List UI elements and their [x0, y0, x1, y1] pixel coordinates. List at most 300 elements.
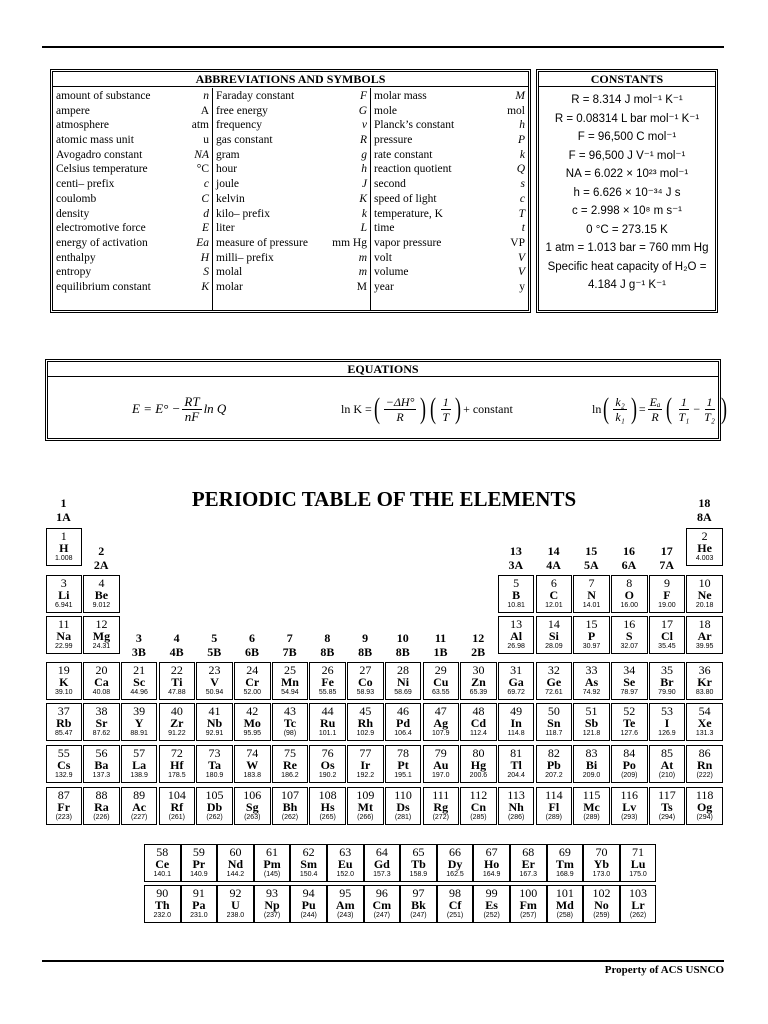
element-symbol: Rg: [433, 800, 449, 814]
element-symbol: At: [660, 758, 674, 772]
element-cell: [573, 662, 610, 700]
eq3-fraction-1: [613, 395, 627, 424]
atomic-mass: 10.81: [507, 602, 525, 609]
abbreviation-symbol: VP: [510, 236, 525, 249]
atomic-number: 116: [620, 788, 639, 802]
element-cell: [364, 885, 401, 923]
abbreviations-title: ABBREVIATIONS AND SYMBOLS: [53, 72, 528, 87]
element-cell: [309, 703, 346, 741]
atomic-mass: (294): [696, 814, 713, 821]
abbreviation-label: joule: [216, 178, 239, 191]
atomic-mass: 92.91: [205, 730, 224, 737]
abbreviation-symbol: NA: [194, 148, 209, 161]
abbreviation-row: [216, 177, 367, 192]
atomic-number: 19: [57, 663, 70, 677]
abbreviation-label: volt: [374, 251, 392, 264]
atomic-mass: 35.45: [658, 643, 676, 650]
atomic-mass: 231.0: [190, 912, 208, 919]
abbreviation-label: molar mass: [374, 90, 427, 102]
atomic-number: 6: [550, 576, 557, 590]
element-symbol: Mt: [357, 800, 373, 814]
element-cell: [460, 787, 497, 825]
element-cell: [83, 575, 120, 613]
abbreviation-symbol: V: [517, 251, 525, 264]
atomic-mass: (257): [520, 912, 537, 919]
atomic-mass: 39.10: [54, 689, 73, 696]
atomic-mass: 152.0: [336, 871, 355, 878]
atomic-number: 90: [156, 886, 169, 900]
atomic-number: 59: [192, 845, 205, 859]
abbreviation-label: amount of substance: [56, 90, 151, 102]
abbreviation-label: reaction quotient: [374, 163, 452, 176]
eq3-den1: k₁: [615, 409, 625, 424]
element-symbol: Ce: [155, 857, 170, 871]
element-symbol: Er: [521, 857, 535, 871]
element-cell: [46, 616, 83, 654]
abbreviation-symbol: c: [519, 192, 525, 205]
element-cell: [536, 703, 573, 741]
atomic-number: 106: [243, 788, 262, 802]
element-symbol: Pr: [192, 857, 206, 871]
element-cell: [620, 885, 657, 923]
element-cell: [159, 745, 196, 783]
element-symbol: Rf: [170, 800, 184, 814]
abbreviation-label: energy of activation: [56, 236, 148, 249]
abbreviation-symbol: A: [200, 104, 209, 117]
abbreviation-symbol: h: [361, 163, 367, 176]
atomic-number: 93: [266, 886, 279, 900]
atomic-mass: 83.80: [695, 689, 714, 696]
element-cell: [686, 745, 723, 783]
element-cell: [536, 616, 573, 654]
element-cell: [347, 703, 384, 741]
atomic-number: 82: [547, 746, 560, 760]
abbreviation-symbol: J: [361, 178, 367, 191]
element-cell: [196, 703, 233, 741]
abbreviation-row: [374, 221, 525, 236]
element-cell: [290, 885, 327, 923]
element-cell: [347, 662, 384, 700]
element-symbol: Ne: [697, 588, 712, 602]
abbreviation-row: [56, 265, 209, 280]
abbreviation-label: equilibrium constant: [56, 280, 151, 293]
group-number: 8: [324, 631, 331, 645]
element-symbol: Ga: [508, 675, 524, 689]
right-paren: ): [630, 392, 637, 425]
element-symbol: As: [584, 675, 599, 689]
abbreviation-symbol: F: [359, 90, 367, 102]
atomic-number: 51: [585, 704, 598, 718]
element-symbol: Ra: [94, 800, 109, 814]
atomic-number: 57: [133, 746, 146, 760]
atomic-mass: (289): [545, 814, 563, 821]
group-number: 1: [60, 496, 67, 510]
element-symbol: Mo: [243, 716, 261, 730]
atomic-mass: 112.4: [469, 730, 487, 737]
abbreviation-label: Faraday constant: [216, 90, 295, 102]
element-symbol: Md: [555, 898, 574, 912]
atomic-mass: 55.85: [318, 689, 337, 696]
atomic-mass: 209.0: [582, 772, 601, 779]
element-symbol: Ac: [132, 800, 147, 814]
abbreviation-row: [56, 192, 209, 207]
atomic-number: 80: [472, 746, 485, 760]
element-symbol: Mn: [280, 675, 299, 689]
atomic-number: 78: [397, 746, 410, 760]
group-label: [196, 631, 232, 659]
element-cell: [327, 844, 364, 882]
element-cell: [686, 662, 723, 700]
atomic-number: 75: [283, 746, 296, 760]
element-symbol: Pb: [546, 758, 561, 772]
atomic-mass: 167.3: [519, 871, 538, 878]
abbreviation-label: rate constant: [374, 148, 433, 161]
element-symbol: Lr: [631, 898, 645, 912]
left-paren: (: [373, 392, 380, 425]
atomic-mass: 192.2: [356, 772, 375, 779]
element-symbol: Pm: [263, 857, 281, 871]
atomic-mass: 101.1: [318, 730, 337, 737]
abbreviation-row: [374, 118, 525, 133]
element-symbol: Tm: [555, 857, 574, 871]
group-label: [573, 544, 609, 572]
element-symbol: Lu: [630, 857, 646, 871]
atomic-mass: 131.3: [695, 730, 714, 737]
group-number: 9: [362, 631, 369, 645]
element-cell: [573, 703, 610, 741]
element-symbol: Sg: [245, 800, 259, 814]
group-number: 7: [286, 631, 293, 645]
element-symbol: Am: [335, 898, 355, 912]
atomic-mass: 4.003: [695, 555, 714, 562]
element-cell: [121, 662, 158, 700]
abbreviation-label: second: [374, 178, 406, 191]
atomic-number: 1: [60, 529, 67, 543]
atomic-number: 25: [283, 663, 296, 677]
abbreviation-row: [216, 221, 367, 236]
atomic-number: 33: [585, 663, 598, 677]
group-name: 1A: [56, 510, 71, 524]
element-cell: [620, 844, 657, 882]
atomic-mass: 79.90: [658, 689, 676, 696]
atomic-number: 24: [246, 663, 259, 677]
element-symbol: Li: [58, 588, 70, 602]
atomic-number: 44: [321, 704, 334, 718]
element-symbol: P: [587, 629, 596, 643]
element-symbol: Fm: [519, 898, 537, 912]
abbreviation-symbol: mm Hg: [332, 236, 367, 249]
element-cell: [611, 662, 648, 700]
atomic-number: 47: [434, 704, 447, 718]
constants-list: [539, 87, 715, 295]
top-rule: [42, 46, 724, 48]
element-cell: [573, 787, 610, 825]
constant-line: NA = 6.022 × 10²³ mol⁻¹: [565, 168, 689, 180]
abbreviation-row: [216, 280, 367, 295]
element-symbol: Mg: [92, 629, 111, 643]
atomic-mass: (145): [263, 871, 281, 878]
atomic-mass: 178.5: [168, 772, 186, 779]
eq2-num2: 1: [442, 394, 449, 409]
abbreviation-label: vapor pressure: [374, 236, 442, 249]
group-name: 8B: [358, 645, 373, 659]
element-symbol: Fr: [57, 800, 71, 814]
abbreviation-symbol: h: [519, 119, 525, 132]
atomic-number: 3: [60, 576, 67, 590]
atomic-mass: 126.9: [658, 730, 676, 737]
atomic-number: 18: [698, 617, 711, 631]
constant-line: 4.184 J g⁻¹ K⁻¹: [588, 279, 666, 291]
element-cell: [547, 844, 584, 882]
abbreviation-row: [56, 221, 209, 236]
abbreviation-row: [374, 207, 525, 222]
abbreviation-label: time: [374, 222, 395, 235]
atomic-mass: (227): [130, 814, 148, 821]
atomic-mass: (285): [470, 814, 487, 821]
abbreviation-label: temperature, K: [374, 207, 443, 220]
element-cell: [196, 787, 233, 825]
element-cell: [196, 745, 233, 783]
element-symbol: Be: [94, 588, 109, 602]
atomic-number: 8: [626, 576, 633, 590]
atomic-number: 91: [192, 886, 205, 900]
abbreviation-row: [374, 236, 525, 251]
element-symbol: Cd: [470, 716, 487, 730]
atomic-mass: 65.39: [469, 689, 488, 696]
equations-title: EQUATIONS: [48, 362, 718, 377]
atomic-number: 97: [412, 886, 425, 900]
group-name: 7A: [659, 558, 675, 572]
atomic-mass: (262): [629, 912, 647, 919]
abbreviation-row: [374, 133, 525, 148]
abbreviation-symbol: u: [203, 134, 209, 147]
atomic-mass: (286): [507, 814, 525, 821]
atomic-number: 115: [582, 788, 601, 802]
group-label: [46, 496, 82, 524]
element-cell: [385, 787, 422, 825]
atomic-mass: (237): [263, 912, 281, 919]
element-symbol: Ti: [171, 675, 183, 689]
group-name: 5B: [207, 645, 222, 659]
abbreviation-label: entropy: [56, 266, 92, 279]
abbreviation-row: [374, 89, 525, 104]
element-symbol: Gd: [373, 857, 390, 871]
group-number: 16: [623, 544, 635, 558]
atomic-mass: (259): [593, 912, 610, 919]
group-label: [649, 544, 685, 572]
atomic-mass: (258): [556, 912, 574, 919]
vant-hoff-equation: [341, 379, 513, 439]
atomic-mass: (247): [373, 912, 391, 919]
element-symbol: Pa: [192, 898, 206, 912]
atomic-number: 64: [375, 845, 388, 859]
element-cell: [121, 787, 158, 825]
element-symbol: H: [59, 541, 69, 555]
atomic-number: 63: [339, 845, 352, 859]
element-symbol: Sb: [584, 716, 599, 730]
abbreviation-label: ampere: [56, 104, 90, 117]
element-cell: [536, 575, 573, 613]
atomic-mass: (209): [621, 772, 638, 779]
atomic-mass: (98): [283, 730, 297, 737]
abbreviation-row: [56, 148, 209, 163]
element-symbol: Tc: [283, 716, 297, 730]
abbreviation-symbol: °C: [196, 163, 209, 176]
atomic-number: 56: [95, 746, 108, 760]
group-label: [234, 631, 270, 659]
abbreviation-symbol: mol: [507, 104, 525, 117]
atomic-mass: 32.07: [620, 643, 639, 650]
atomic-number: 13: [510, 617, 523, 631]
atomic-mass: 22.99: [54, 643, 73, 650]
equations-box: [45, 359, 727, 441]
atomic-mass: 16.00: [620, 602, 639, 609]
abbreviation-label: milli– prefix: [216, 251, 274, 264]
atomic-number: 89: [133, 788, 146, 802]
element-symbol: Re: [282, 758, 297, 772]
eq1-tail: ln Q: [203, 401, 227, 416]
abbreviation-symbol: Ea: [196, 236, 209, 249]
abbreviation-symbol: Q: [516, 163, 525, 176]
element-cell: [254, 885, 291, 923]
atomic-mass: 140.9: [190, 871, 208, 878]
group-number: 2: [98, 544, 105, 558]
atomic-mass: 63.55: [431, 689, 450, 696]
atomic-number: 102: [592, 886, 611, 900]
atomic-mass: (266): [357, 814, 374, 821]
abbreviation-row: [56, 89, 209, 104]
atomic-number: 92: [229, 886, 242, 900]
element-symbol: Cn: [470, 800, 487, 814]
atomic-number: 12: [95, 617, 108, 631]
abbreviation-label: volume: [374, 266, 409, 279]
element-cell: [460, 703, 497, 741]
element-cell: [611, 703, 648, 741]
eq3-den3: T₁: [678, 409, 690, 424]
element-cell: [217, 885, 254, 923]
periodic-table-title: PERIODIC TABLE OF THE ELEMENTS: [191, 487, 577, 511]
element-symbol: La: [132, 758, 147, 772]
atomic-mass: 204.4: [507, 772, 525, 779]
atomic-mass: (247): [410, 912, 427, 919]
eq3-equals: =: [638, 401, 646, 416]
atomic-mass: (294): [658, 814, 676, 821]
atomic-number: 2: [701, 529, 708, 543]
atomic-mass: 175.0: [629, 871, 647, 878]
abbreviation-label: free energy: [216, 104, 268, 117]
atomic-mass: (226): [93, 814, 110, 821]
atomic-mass: (222): [696, 772, 713, 779]
constant-line: R = 8.314 J mol⁻¹ K⁻¹: [571, 94, 683, 106]
atomic-number: 103: [629, 886, 648, 900]
element-cell: [686, 787, 723, 825]
abbreviation-label: Celsius temperature: [56, 163, 148, 176]
group-label: [460, 631, 496, 659]
group-label: [686, 496, 722, 524]
atomic-mass: 162.5: [446, 871, 464, 878]
eq2-den2: T: [442, 409, 450, 424]
atomic-mass: 39.95: [695, 643, 714, 650]
atomic-number: 96: [375, 886, 388, 900]
element-cell: [400, 885, 437, 923]
atomic-mass: 168.9: [556, 871, 574, 878]
abbreviation-label: hour: [216, 163, 238, 176]
element-cell: [649, 575, 686, 613]
eq1-lhs: E = E° −: [132, 401, 181, 416]
element-symbol: Y: [134, 716, 144, 730]
abbreviation-symbol: c: [203, 178, 209, 191]
abbreviation-label: measure of pressure: [216, 236, 308, 249]
element-cell: [547, 885, 584, 923]
element-cell: [473, 885, 510, 923]
element-symbol: Zn: [471, 675, 486, 689]
element-symbol: Kr: [697, 675, 712, 689]
eq1-fraction: [182, 395, 201, 424]
element-cell: [234, 662, 271, 700]
atomic-mass: 173.0: [592, 871, 611, 878]
element-cell: [234, 745, 271, 783]
atomic-number: 34: [623, 663, 636, 677]
atomic-mass: 19.00: [658, 602, 676, 609]
atomic-number: 99: [485, 886, 498, 900]
abbreviation-row: [216, 251, 367, 266]
group-name: 3B: [131, 645, 146, 659]
atomic-mass: (265): [319, 814, 336, 821]
right-paren: ): [455, 392, 462, 425]
group-number: 10: [396, 631, 409, 645]
atomic-number: 81: [510, 746, 523, 760]
element-symbol: Pt: [397, 758, 409, 772]
group-number: 4: [173, 631, 180, 645]
abbreviation-label: enthalpy: [56, 251, 96, 264]
element-symbol: Tb: [411, 857, 426, 871]
atomic-mass: (261): [168, 814, 186, 821]
atomic-mass: 200.6: [469, 772, 488, 779]
element-cell: [46, 575, 83, 613]
abbreviations-column: [53, 88, 213, 310]
element-cell: [234, 703, 271, 741]
atomic-mass: (281): [394, 814, 412, 821]
constant-line: h = 6.626 × 10⁻³⁴ J s: [573, 186, 681, 199]
group-label: [272, 631, 308, 659]
abbreviation-label: liter: [216, 222, 235, 235]
element-symbol: No: [594, 898, 609, 912]
element-cell: [364, 844, 401, 882]
atomic-number: 43: [283, 704, 296, 718]
abbreviation-row: [374, 251, 525, 266]
element-cell: [290, 844, 327, 882]
atomic-mass: 69.72: [507, 689, 525, 696]
element-cell: [611, 745, 648, 783]
element-cell: [46, 745, 83, 783]
atomic-mass: 137.3: [92, 772, 111, 779]
element-cell: [121, 745, 158, 783]
element-cell: [583, 844, 620, 882]
atomic-number: 28: [397, 663, 410, 677]
atomic-mass: 150.4: [299, 871, 318, 878]
element-symbol: Sn: [547, 716, 561, 730]
element-cell: [573, 575, 610, 613]
element-symbol: Zr: [170, 716, 184, 730]
arrhenius-equation: [592, 379, 729, 439]
eq3-fraction-3: [676, 395, 691, 424]
atomic-number: 10: [698, 576, 711, 590]
element-symbol: I: [664, 716, 670, 730]
element-symbol: W: [246, 758, 259, 772]
abbreviation-row: [374, 148, 525, 163]
group-name: 2B: [471, 645, 486, 659]
abbreviation-row: [216, 192, 367, 207]
